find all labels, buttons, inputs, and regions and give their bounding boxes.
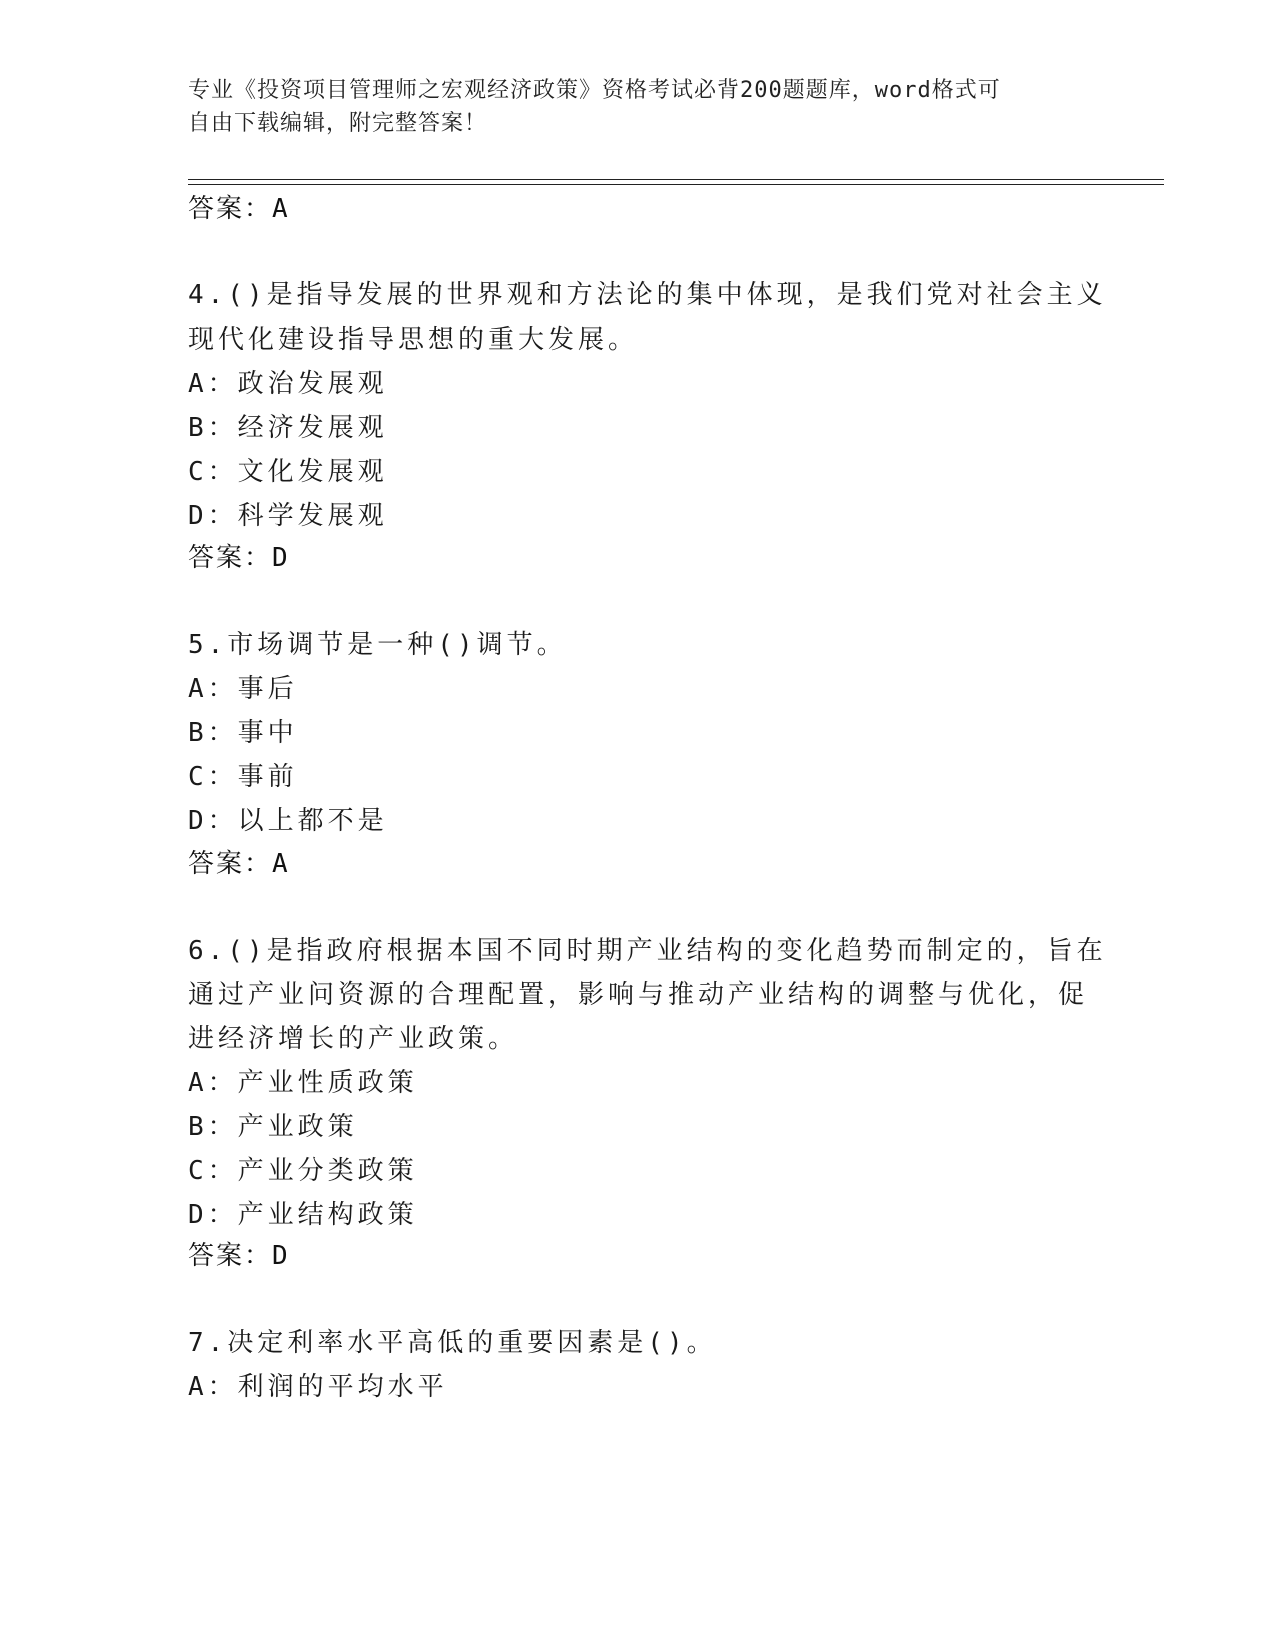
question-4-stem-line-2: 现代化建设指导思想的重大发展。 xyxy=(188,325,639,355)
header-rule-top xyxy=(188,179,1164,180)
question-7-stem-line-1: 7.决定利率水平高低的重要因素是()。 xyxy=(188,1328,717,1358)
answer-q3 xyxy=(188,188,288,225)
question-5-option-a: A：事后 xyxy=(188,674,298,704)
question-7-option-a: A：利润的平均水平 xyxy=(188,1372,448,1402)
answer-q5 xyxy=(188,843,288,880)
answer-label: 答案： xyxy=(188,194,273,224)
question-6-stem-line-2: 通过产业问资源的合理配置，影响与推动产业结构的调整与优化，促 xyxy=(188,980,1089,1010)
question-6-stem-line-1: 6.()是指政府根据本国不同时期产业结构的变化趋势而制定的，旨在 xyxy=(188,936,1107,966)
question-6-option-c: C：产业分类政策 xyxy=(188,1156,418,1186)
question-4-option-b: B：经济发展观 xyxy=(188,413,388,443)
answer-q6 xyxy=(188,1235,288,1272)
question-6-option-d: D：产业结构政策 xyxy=(188,1200,418,1230)
document-header xyxy=(188,74,1068,140)
answer-value: D xyxy=(272,543,288,573)
question-6-stem-line-3: 进经济增长的产业政策。 xyxy=(188,1024,519,1054)
answer-label: 答案： xyxy=(188,543,273,573)
question-4-stem-line-1: 4.()是指导发展的世界观和方法论的集中体现，是我们党对社会主义 xyxy=(188,280,1107,310)
question-6-option-b: B：产业政策 xyxy=(188,1112,358,1142)
question-4-option-c: C：文化发展观 xyxy=(188,457,388,487)
header-line-1: 专业《投资项目管理师之宏观经济政策》资格考试必背200题题库，word格式可 xyxy=(188,78,1001,103)
question-5-option-b: B：事中 xyxy=(188,718,298,748)
answer-label: 答案： xyxy=(188,849,273,879)
answer-value: A xyxy=(272,849,288,879)
question-5-option-d: D：以上都不是 xyxy=(188,806,388,836)
question-6-option-a: A：产业性质政策 xyxy=(188,1068,418,1098)
answer-label: 答案： xyxy=(188,1241,273,1271)
question-5-option-c: C：事前 xyxy=(188,762,298,792)
question-4-option-d: D：科学发展观 xyxy=(188,501,388,531)
answer-q4 xyxy=(188,537,288,574)
question-4-option-a: A：政治发展观 xyxy=(188,369,388,399)
answer-value: D xyxy=(272,1241,288,1271)
answer-value: A xyxy=(272,194,288,224)
header-line-2: 自由下载编辑，附完整答案！ xyxy=(188,111,488,136)
header-rule-bottom xyxy=(188,184,1164,185)
question-5-stem-line-1: 5.市场调节是一种()调节。 xyxy=(188,630,567,660)
